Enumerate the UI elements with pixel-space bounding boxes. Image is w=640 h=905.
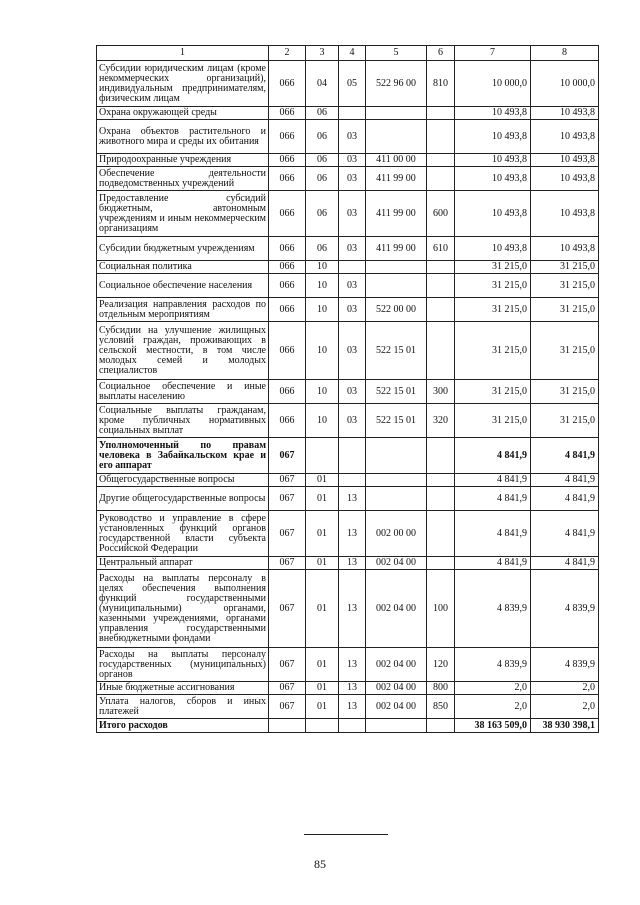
item-name-cell: Обеспечение деятельности подведомственных учреждений xyxy=(97,167,269,191)
code-cell: 300 xyxy=(427,380,455,404)
table-row xyxy=(97,167,599,191)
code-cell: 066 xyxy=(269,380,306,404)
code-cell: 13 xyxy=(339,557,366,570)
code-cell xyxy=(427,107,455,120)
amount-cell: 4 839,9 xyxy=(455,648,531,682)
code-cell: 066 xyxy=(269,120,306,154)
amount-cell: 10 493,8 xyxy=(455,107,531,120)
amount-cell: 10 493,8 xyxy=(455,120,531,154)
code-cell: 03 xyxy=(339,274,366,298)
item-name-cell: Социальные выплаты гражданам, кроме публичных нормативных социальных выплат xyxy=(97,404,269,438)
table-row xyxy=(97,682,599,695)
item-name-cell: Центральный аппарат xyxy=(97,557,269,570)
header-cell: 5 xyxy=(366,46,427,61)
item-name-cell: Общегосударственные вопросы xyxy=(97,474,269,487)
code-cell: 01 xyxy=(306,695,339,719)
item-name-cell: Предоставление субсидий бюджетным, автономным учреждениям и иным некоммерческим организациям xyxy=(97,191,269,237)
code-cell xyxy=(339,107,366,120)
code-cell xyxy=(427,487,455,511)
amount-cell: 4 841,9 xyxy=(455,557,531,570)
code-cell: 067 xyxy=(269,474,306,487)
code-cell xyxy=(427,120,455,154)
code-cell xyxy=(339,438,366,474)
code-cell: 06 xyxy=(306,120,339,154)
code-cell: 05 xyxy=(339,61,366,107)
amount-cell: 4 841,9 xyxy=(531,487,599,511)
item-name-cell: Субсидии на улучшение жилищных условий граждан, проживающих в сельской местности, в том числе молодых семей и молодых специалистов xyxy=(97,322,269,380)
table-header-row xyxy=(97,46,599,61)
code-cell xyxy=(427,274,455,298)
code-cell xyxy=(427,154,455,167)
code-cell: 03 xyxy=(339,237,366,261)
code-cell: 411 99 00 xyxy=(366,237,427,261)
amount-cell: 4 841,9 xyxy=(531,511,599,557)
code-cell xyxy=(269,719,306,733)
code-cell: 522 15 01 xyxy=(366,380,427,404)
table-row xyxy=(97,154,599,167)
code-cell: 066 xyxy=(269,167,306,191)
amount-cell: 31 215,0 xyxy=(531,380,599,404)
item-name-cell: Реализация направления расходов по отдельным мероприятиям xyxy=(97,298,269,322)
amount-cell: 4 841,9 xyxy=(531,438,599,474)
item-name-cell: Социальная политика xyxy=(97,261,269,274)
code-cell: 01 xyxy=(306,648,339,682)
item-name-cell: Итого расходов xyxy=(97,719,269,733)
table-row xyxy=(97,438,599,474)
code-cell: 411 99 00 xyxy=(366,191,427,237)
table-row xyxy=(97,237,599,261)
item-name-cell: Другие общегосударственные вопросы xyxy=(97,487,269,511)
header-cell: 7 xyxy=(455,46,531,61)
code-cell: 03 xyxy=(339,298,366,322)
amount-cell: 31 215,0 xyxy=(531,261,599,274)
item-name-cell: Субсидии бюджетным учреждениям xyxy=(97,237,269,261)
amount-cell: 10 493,8 xyxy=(455,191,531,237)
header-cell: 8 xyxy=(531,46,599,61)
code-cell: 067 xyxy=(269,682,306,695)
code-cell: 067 xyxy=(269,438,306,474)
code-cell xyxy=(427,474,455,487)
table-row xyxy=(97,474,599,487)
item-name-cell: Охрана окружающей среды xyxy=(97,107,269,120)
code-cell xyxy=(427,298,455,322)
code-cell: 067 xyxy=(269,648,306,682)
amount-cell: 2,0 xyxy=(455,695,531,719)
header-cell: 4 xyxy=(339,46,366,61)
code-cell xyxy=(366,719,427,733)
amount-cell: 4 839,9 xyxy=(531,648,599,682)
amount-cell: 4 841,9 xyxy=(455,474,531,487)
amount-cell: 10 493,8 xyxy=(531,167,599,191)
code-cell: 067 xyxy=(269,511,306,557)
item-name-cell: Уполномоченный по правам человека в Забайкальском крае и его аппарат xyxy=(97,438,269,474)
table-row xyxy=(97,719,599,733)
code-cell xyxy=(427,557,455,570)
code-cell: 06 xyxy=(306,107,339,120)
code-cell xyxy=(366,474,427,487)
code-cell xyxy=(366,120,427,154)
table-row xyxy=(97,61,599,107)
amount-cell: 31 215,0 xyxy=(455,274,531,298)
table-row xyxy=(97,511,599,557)
code-cell xyxy=(306,438,339,474)
header-cell: 1 xyxy=(97,46,269,61)
code-cell: 002 04 00 xyxy=(366,648,427,682)
code-cell: 320 xyxy=(427,404,455,438)
code-cell: 002 04 00 xyxy=(366,557,427,570)
code-cell: 03 xyxy=(339,154,366,167)
code-cell: 13 xyxy=(339,487,366,511)
code-cell xyxy=(427,719,455,733)
amount-cell: 10 493,8 xyxy=(455,237,531,261)
code-cell: 01 xyxy=(306,682,339,695)
code-cell: 066 xyxy=(269,154,306,167)
amount-cell: 4 841,9 xyxy=(455,487,531,511)
code-cell: 522 96 00 xyxy=(366,61,427,107)
table-row xyxy=(97,404,599,438)
code-cell: 810 xyxy=(427,61,455,107)
item-name-cell: Субсидии юридическим лицам (кроме некоммерческих организаций), индивидуальным предпринимателям, физическим лицам xyxy=(97,61,269,107)
code-cell xyxy=(427,511,455,557)
code-cell: 522 00 00 xyxy=(366,298,427,322)
table-row xyxy=(97,274,599,298)
item-name-cell: Природоохранные учреждения xyxy=(97,154,269,167)
code-cell: 03 xyxy=(339,380,366,404)
amount-cell: 31 215,0 xyxy=(531,322,599,380)
amount-cell: 10 493,8 xyxy=(455,154,531,167)
code-cell: 066 xyxy=(269,261,306,274)
amount-cell: 10 493,8 xyxy=(531,154,599,167)
code-cell: 06 xyxy=(306,237,339,261)
amount-cell: 4 839,9 xyxy=(455,570,531,648)
table-row xyxy=(97,380,599,404)
table-row xyxy=(97,557,599,570)
code-cell: 03 xyxy=(339,191,366,237)
header-cell: 2 xyxy=(269,46,306,61)
code-cell: 03 xyxy=(339,322,366,380)
code-cell: 13 xyxy=(339,570,366,648)
item-name-cell: Иные бюджетные ассигнования xyxy=(97,682,269,695)
amount-cell: 31 215,0 xyxy=(455,380,531,404)
table-row xyxy=(97,487,599,511)
code-cell: 13 xyxy=(339,648,366,682)
code-cell: 066 xyxy=(269,191,306,237)
amount-cell: 4 841,9 xyxy=(531,557,599,570)
amount-cell: 38 163 509,0 xyxy=(455,719,531,733)
amount-cell: 10 493,8 xyxy=(455,167,531,191)
code-cell xyxy=(427,322,455,380)
code-cell: 002 04 00 xyxy=(366,682,427,695)
amount-cell: 10 000,0 xyxy=(531,61,599,107)
amount-cell: 31 215,0 xyxy=(455,322,531,380)
code-cell: 067 xyxy=(269,695,306,719)
code-cell: 03 xyxy=(339,404,366,438)
code-cell xyxy=(427,261,455,274)
table-row xyxy=(97,261,599,274)
amount-cell: 2,0 xyxy=(531,695,599,719)
code-cell: 411 00 00 xyxy=(366,154,427,167)
code-cell: 10 xyxy=(306,404,339,438)
code-cell: 01 xyxy=(306,557,339,570)
code-cell: 01 xyxy=(306,570,339,648)
amount-cell: 10 493,8 xyxy=(531,107,599,120)
code-cell: 850 xyxy=(427,695,455,719)
amount-cell: 31 215,0 xyxy=(531,274,599,298)
code-cell: 10 xyxy=(306,274,339,298)
code-cell: 10 xyxy=(306,322,339,380)
code-cell: 10 xyxy=(306,261,339,274)
code-cell: 066 xyxy=(269,298,306,322)
item-name-cell: Расходы на выплаты персоналу в целях обеспечения выполнения функций государственными (муниципальными) органами, казенными учреждениями, органами управления государственными внебюджетными фондами xyxy=(97,570,269,648)
amount-cell: 10 493,8 xyxy=(531,237,599,261)
amount-cell: 10 493,8 xyxy=(531,191,599,237)
item-name-cell: Социальное обеспечение и иные выплаты населению xyxy=(97,380,269,404)
header-cell: 3 xyxy=(306,46,339,61)
item-name-cell: Расходы на выплаты персоналу государственных (муниципальных) органов xyxy=(97,648,269,682)
code-cell xyxy=(339,261,366,274)
amount-cell: 31 215,0 xyxy=(531,298,599,322)
table-row xyxy=(97,107,599,120)
code-cell: 002 00 00 xyxy=(366,511,427,557)
code-cell: 10 xyxy=(306,380,339,404)
budget-table-body xyxy=(97,46,599,733)
code-cell: 600 xyxy=(427,191,455,237)
code-cell: 13 xyxy=(339,511,366,557)
code-cell: 01 xyxy=(306,474,339,487)
code-cell: 522 15 01 xyxy=(366,404,427,438)
code-cell: 066 xyxy=(269,274,306,298)
amount-cell: 4 839,9 xyxy=(531,570,599,648)
code-cell: 066 xyxy=(269,61,306,107)
code-cell: 06 xyxy=(306,167,339,191)
table-row xyxy=(97,298,599,322)
code-cell xyxy=(427,438,455,474)
code-cell xyxy=(366,487,427,511)
amount-cell: 10 000,0 xyxy=(455,61,531,107)
table-row xyxy=(97,648,599,682)
item-name-cell: Руководство и управление в сфере установленных функций органов государственной власти субъекта Российской Федерации xyxy=(97,511,269,557)
amount-cell: 31 215,0 xyxy=(455,404,531,438)
code-cell xyxy=(339,474,366,487)
item-name-cell: Социальное обеспечение населения xyxy=(97,274,269,298)
amount-cell: 2,0 xyxy=(455,682,531,695)
code-cell: 03 xyxy=(339,120,366,154)
code-cell: 067 xyxy=(269,487,306,511)
budget-table xyxy=(96,45,599,733)
code-cell: 066 xyxy=(269,107,306,120)
code-cell: 522 15 01 xyxy=(366,322,427,380)
code-cell: 01 xyxy=(306,511,339,557)
table-row xyxy=(97,695,599,719)
code-cell xyxy=(306,719,339,733)
code-cell: 06 xyxy=(306,154,339,167)
amount-cell: 31 215,0 xyxy=(531,404,599,438)
code-cell: 13 xyxy=(339,682,366,695)
code-cell: 03 xyxy=(339,167,366,191)
footer-rule xyxy=(304,834,388,835)
item-name-cell: Уплата налогов, сборов и иных платежей xyxy=(97,695,269,719)
code-cell: 411 99 00 xyxy=(366,167,427,191)
code-cell: 066 xyxy=(269,404,306,438)
code-cell: 067 xyxy=(269,570,306,648)
code-cell: 800 xyxy=(427,682,455,695)
code-cell: 066 xyxy=(269,322,306,380)
amount-cell: 4 841,9 xyxy=(455,511,531,557)
code-cell: 002 04 00 xyxy=(366,570,427,648)
amount-cell: 4 841,9 xyxy=(531,474,599,487)
table-row xyxy=(97,120,599,154)
amount-cell: 31 215,0 xyxy=(455,298,531,322)
code-cell xyxy=(366,107,427,120)
code-cell: 10 xyxy=(306,298,339,322)
table-row xyxy=(97,191,599,237)
code-cell: 067 xyxy=(269,557,306,570)
page-number: 85 xyxy=(314,857,326,871)
header-cell: 6 xyxy=(427,46,455,61)
code-cell xyxy=(366,261,427,274)
code-cell: 13 xyxy=(339,695,366,719)
code-cell: 066 xyxy=(269,237,306,261)
amount-cell: 31 215,0 xyxy=(455,261,531,274)
amount-cell: 2,0 xyxy=(531,682,599,695)
code-cell xyxy=(366,274,427,298)
code-cell: 002 04 00 xyxy=(366,695,427,719)
code-cell: 01 xyxy=(306,487,339,511)
code-cell xyxy=(427,167,455,191)
amount-cell: 4 841,9 xyxy=(455,438,531,474)
amount-cell: 10 493,8 xyxy=(531,120,599,154)
code-cell: 120 xyxy=(427,648,455,682)
table-row xyxy=(97,570,599,648)
amount-cell: 38 930 398,1 xyxy=(531,719,599,733)
item-name-cell: Охрана объектов растительного и животного мира и среды их обитания xyxy=(97,120,269,154)
code-cell: 06 xyxy=(306,191,339,237)
code-cell xyxy=(339,719,366,733)
table-row xyxy=(97,322,599,380)
code-cell: 04 xyxy=(306,61,339,107)
code-cell: 100 xyxy=(427,570,455,648)
code-cell xyxy=(366,438,427,474)
code-cell: 610 xyxy=(427,237,455,261)
